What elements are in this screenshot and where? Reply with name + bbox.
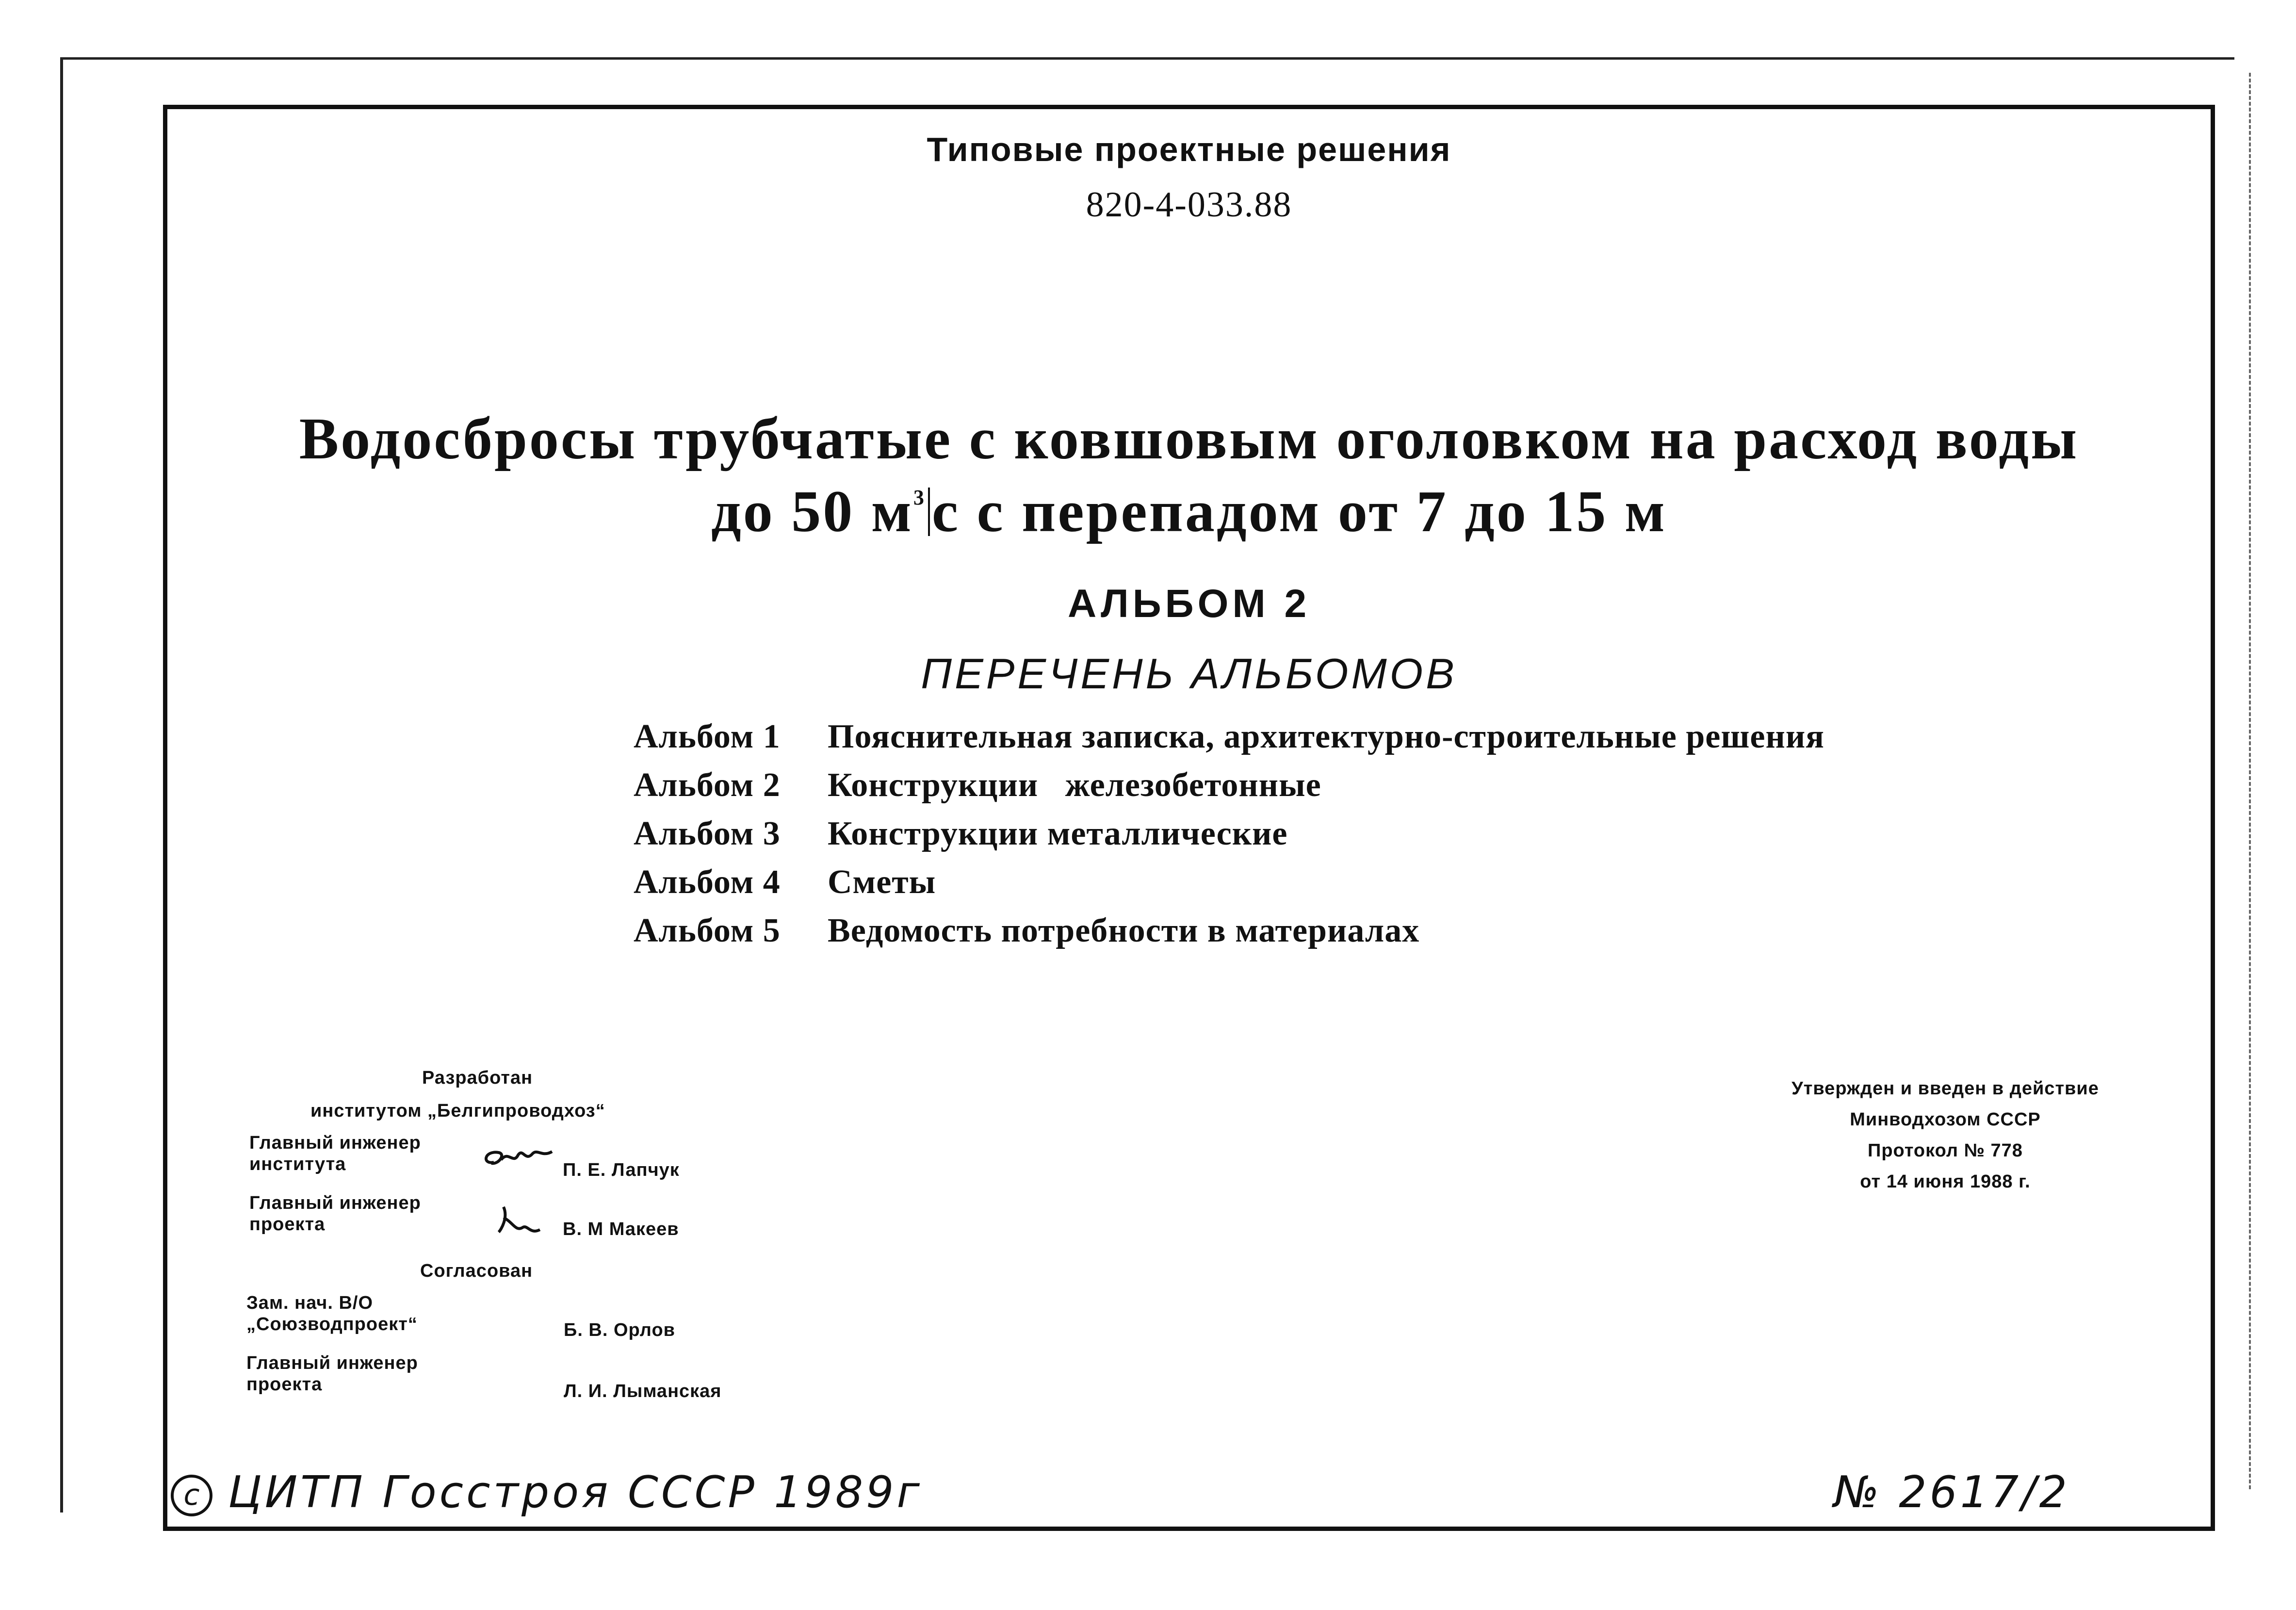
copyright-symbol: c	[171, 1475, 212, 1516]
album-list-item	[634, 912, 1895, 950]
title-divider-mark	[928, 488, 930, 536]
developed-heading: Разработан	[422, 1068, 533, 1088]
album-label: Альбом 2	[634, 766, 781, 804]
approved-line3: Протокол № 778	[1868, 1140, 2023, 1161]
album-list-item	[634, 766, 1895, 804]
album-label: Альбом 4	[634, 863, 781, 901]
deputy-name: Б. В. Орлов	[564, 1320, 676, 1340]
album-list-item	[634, 863, 1895, 901]
main-title-line1: Водосбросы трубчатые с ковшовым оголовком на расход воды	[299, 406, 2079, 472]
album-label: Альбом 3	[634, 815, 781, 852]
chief-project-name: В. М Макеев	[563, 1219, 679, 1239]
title-superscript: 3	[913, 486, 926, 509]
album-number: АЛЬБОМ 2	[1067, 582, 1311, 626]
chief-project-role: Главный инженер проекта	[249, 1193, 421, 1235]
album-list-item	[634, 718, 1895, 756]
album-list-heading: ПЕРЕЧЕНЬ АЛЬБОМОВ	[921, 650, 1457, 698]
signature-lapchuk-icon	[479, 1143, 557, 1177]
approved-line2: Минводхозом СССР	[1850, 1109, 2041, 1130]
album-list-item	[634, 815, 1895, 853]
album-list	[634, 718, 1895, 960]
main-title-line2	[163, 478, 2215, 546]
agreed-chief-name: Л. И. Лыманская	[564, 1381, 722, 1401]
footer-publisher-handwritten: ЦИТП Госстроя СССР 1989г	[228, 1467, 923, 1518]
title-line2-prefix: до 50 м	[711, 479, 913, 544]
header-code: 820-4-033.88	[1086, 185, 1292, 225]
agreed-chief-role: Главный инженер проекта	[246, 1353, 418, 1395]
signature-makeev-icon	[494, 1203, 547, 1242]
album-description: Пояснительная записка, архитектурно-строительные решения	[828, 718, 1825, 755]
approved-line4: от 14 июня 1988 г.	[1860, 1171, 2031, 1192]
approved-line1: Утвержден и введен в действие	[1791, 1078, 2099, 1099]
developed-institute: институтом „Белгипроводхоз“	[310, 1101, 605, 1121]
album-description: Ведомость потребности в материалах	[828, 912, 1420, 949]
album-description: Конструкции железобетонные	[828, 766, 1321, 804]
album-label: Альбом 1	[634, 718, 781, 755]
footer-document-number: № 2617/2	[1834, 1467, 2070, 1518]
title-line2-suffix: с с перепадом от 7 до 15 м	[931, 479, 1667, 544]
album-description: Сметы	[828, 863, 936, 901]
album-description: Конструкции металлические	[828, 815, 1288, 852]
deputy-role: Зам. нач. В/О „Союзводпроект“	[246, 1293, 418, 1334]
agreed-heading: Согласован	[420, 1261, 533, 1281]
chief-institute-name: П. Е. Лапчук	[563, 1160, 680, 1180]
album-label: Альбом 5	[634, 912, 781, 949]
chief-institute-role: Главный инженер института	[249, 1133, 421, 1174]
dashed-edge-line	[2249, 73, 2251, 1489]
header-title: Типовые проектные решения	[927, 130, 1451, 168]
